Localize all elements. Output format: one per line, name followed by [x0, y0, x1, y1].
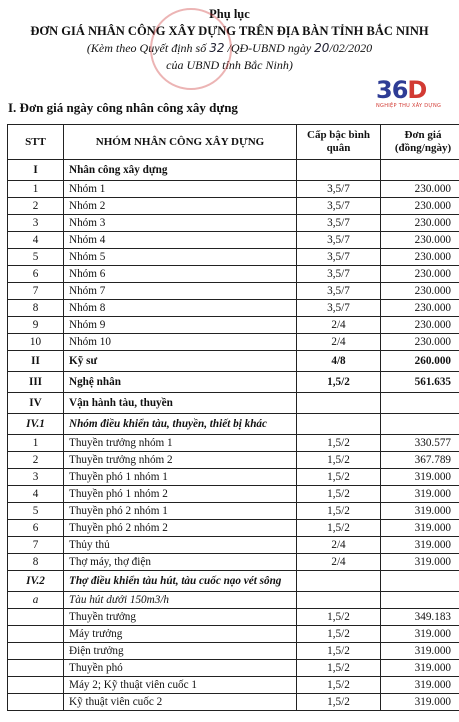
cell-grade: 3,5/7: [297, 283, 381, 300]
logo-mark: 36D: [376, 76, 427, 104]
cell-stt: 2: [8, 198, 64, 215]
table-row: [8, 469, 459, 486]
cell-name: Thuyền phó 1 nhóm 2: [64, 486, 297, 503]
header-grade: Cấp bậc bình quân: [297, 125, 381, 160]
cell-name: Máy trưởng: [64, 626, 297, 643]
official-stamp: [150, 8, 232, 90]
table-row: [8, 609, 459, 626]
table-row: [8, 249, 459, 266]
cell-stt: 5: [8, 503, 64, 520]
cell-grade: 1,5/2: [297, 626, 381, 643]
cell-name: Thuyền phó 2 nhóm 2: [64, 520, 297, 537]
cell-price: 319.000: [381, 626, 459, 643]
cell-stt: 7: [8, 283, 64, 300]
cell-grade: 1,5/2: [297, 660, 381, 677]
cell-name: Nhóm 8: [64, 300, 297, 317]
cell-stt: 4: [8, 232, 64, 249]
cell-grade: [297, 571, 381, 592]
cell-price: 230.000: [381, 232, 459, 249]
cell-stt: [8, 626, 64, 643]
cell-stt: 6: [8, 520, 64, 537]
cell-stt: 1: [8, 435, 64, 452]
cell-name: Thủy thủ: [64, 537, 297, 554]
issuer-line: của UBND tỉnh Bắc Ninh): [166, 58, 293, 72]
cell-grade: 2/4: [297, 554, 381, 571]
table-row: [8, 571, 459, 592]
cell-name: Thợ điều khiển tàu hút, tàu cuốc nạo vét sông: [64, 571, 297, 592]
table-row: [8, 414, 459, 435]
cell-price: 230.000: [381, 215, 459, 232]
cell-grade: 3,5/7: [297, 215, 381, 232]
cell-stt: I: [8, 160, 64, 181]
cell-name: Thuyền trưởng: [64, 609, 297, 626]
table-row: [8, 215, 459, 232]
cell-stt: [8, 643, 64, 660]
cell-stt: [8, 660, 64, 677]
cell-price: [381, 393, 459, 414]
cell-name: Nhóm 6: [64, 266, 297, 283]
cell-grade: 1,5/2: [297, 486, 381, 503]
cell-stt: 3: [8, 215, 64, 232]
cell-price: 260.000: [381, 351, 459, 372]
cell-stt: 5: [8, 249, 64, 266]
cell-grade: 1,5/2: [297, 452, 381, 469]
cell-price: [381, 592, 459, 609]
cell-stt: IV.1: [8, 414, 64, 435]
cell-name: Nhóm 4: [64, 232, 297, 249]
cell-name: Nghệ nhân: [64, 372, 297, 393]
header-price: Đơn giá (đồng/ngày): [381, 125, 459, 160]
decision-date: /02/2020: [329, 41, 373, 55]
cell-name: Kỹ thuật viên cuốc 2: [64, 694, 297, 711]
logo-tagline: NGHIỆP THU XÂY DỰNG: [376, 103, 442, 109]
table-row: [8, 232, 459, 249]
cell-price: 319.000: [381, 554, 459, 571]
cell-grade: 1,5/2: [297, 372, 381, 393]
cell-name: Nhóm 10: [64, 334, 297, 351]
decision-day: 20: [314, 41, 330, 55]
cell-grade: 1,5/2: [297, 677, 381, 694]
table-row: [8, 181, 459, 198]
cell-stt: III: [8, 372, 64, 393]
cell-grade: 1,5/2: [297, 503, 381, 520]
cell-price: 230.000: [381, 334, 459, 351]
table-row: [8, 283, 459, 300]
cell-name: Tàu hút dưới 150m3/h: [64, 592, 297, 609]
table-row: [8, 554, 459, 571]
section-title: I. Đơn giá ngày công nhân công xây dựng: [8, 100, 238, 115]
cell-name: Vận hành tàu, thuyền: [64, 393, 297, 414]
cell-grade: [297, 414, 381, 435]
cell-stt: 8: [8, 554, 64, 571]
cell-name: Thuyền trưởng nhóm 1: [64, 435, 297, 452]
table-row: [8, 694, 459, 711]
table-row: [8, 372, 459, 393]
cell-grade: [297, 160, 381, 181]
cell-name: Nhân công xây dựng: [64, 160, 297, 181]
cell-stt: 3: [8, 469, 64, 486]
cell-price: 319.000: [381, 660, 459, 677]
cell-price: 230.000: [381, 300, 459, 317]
table-row: [8, 626, 459, 643]
cell-name: Thuyền phó 2 nhóm 1: [64, 503, 297, 520]
table-row: [8, 537, 459, 554]
cell-grade: 3,5/7: [297, 198, 381, 215]
cell-price: 561.635: [381, 372, 459, 393]
decision-prefix: (Kèm theo Quyết định số: [86, 41, 207, 55]
cell-name: Nhóm 2: [64, 198, 297, 215]
cell-grade: 2/4: [297, 537, 381, 554]
cell-grade: 3,5/7: [297, 249, 381, 266]
cell-grade: 3,5/7: [297, 266, 381, 283]
table-row: [8, 592, 459, 609]
cell-grade: [297, 592, 381, 609]
cell-grade: 1,5/2: [297, 643, 381, 660]
cell-grade: 4/8: [297, 351, 381, 372]
cell-price: [381, 571, 459, 592]
cell-name: Nhóm 7: [64, 283, 297, 300]
header-name: NHÓM NHÂN CÔNG XÂY DỰNG: [64, 125, 297, 160]
table-row: [8, 503, 459, 520]
brand-logo: [376, 78, 448, 112]
cell-grade: 1,5/2: [297, 609, 381, 626]
table-row: [8, 660, 459, 677]
cell-price: 349.183: [381, 609, 459, 626]
table-row: [8, 452, 459, 469]
cell-price: 319.000: [381, 677, 459, 694]
table-row: [8, 198, 459, 215]
cell-name: Nhóm 3: [64, 215, 297, 232]
cell-grade: 3,5/7: [297, 232, 381, 249]
cell-stt: 2: [8, 452, 64, 469]
cell-price: 319.000: [381, 469, 459, 486]
cell-price: [381, 414, 459, 435]
table-row: [8, 266, 459, 283]
decision-number: 32: [209, 41, 225, 55]
header-stt: STT: [8, 125, 64, 160]
table-row: [8, 435, 459, 452]
cell-price: 319.000: [381, 520, 459, 537]
cell-stt: [8, 677, 64, 694]
table-row: [8, 300, 459, 317]
cell-price: 230.000: [381, 198, 459, 215]
cell-grade: 3,5/7: [297, 181, 381, 198]
table-row: [8, 486, 459, 503]
cell-stt: [8, 609, 64, 626]
table-row: [8, 317, 459, 334]
table-row: [8, 643, 459, 660]
cell-price: 230.000: [381, 181, 459, 198]
cell-stt: 1: [8, 181, 64, 198]
cell-price: [381, 160, 459, 181]
table-row: [8, 334, 459, 351]
cell-name: Thuyền phó 1 nhóm 1: [64, 469, 297, 486]
cell-stt: 6: [8, 266, 64, 283]
cell-grade: 1,5/2: [297, 520, 381, 537]
cell-name: Nhóm 9: [64, 317, 297, 334]
wage-table: [7, 124, 459, 711]
cell-price: 330.577: [381, 435, 459, 452]
table-body: [8, 160, 459, 711]
cell-name: Thuyền trưởng nhóm 2: [64, 452, 297, 469]
table-row: [8, 677, 459, 694]
cell-name: Điện trưởng: [64, 643, 297, 660]
table-header-row: [8, 125, 459, 160]
cell-grade: 1,5/2: [297, 694, 381, 711]
cell-grade: 2/4: [297, 317, 381, 334]
cell-stt: 4: [8, 486, 64, 503]
cell-stt: 7: [8, 537, 64, 554]
cell-name: Kỹ sư: [64, 351, 297, 372]
cell-grade: 2/4: [297, 334, 381, 351]
table-row: [8, 351, 459, 372]
cell-name: Nhóm 5: [64, 249, 297, 266]
cell-name: Máy 2; Kỹ thuật viên cuốc 1: [64, 677, 297, 694]
cell-stt: 8: [8, 300, 64, 317]
cell-grade: 1,5/2: [297, 435, 381, 452]
cell-name: Nhóm điều khiển tàu, thuyền, thiết bị khác: [64, 414, 297, 435]
cell-price: 230.000: [381, 317, 459, 334]
table-row: [8, 393, 459, 414]
cell-stt: 10: [8, 334, 64, 351]
cell-grade: [297, 393, 381, 414]
cell-grade: 1,5/2: [297, 469, 381, 486]
cell-stt: a: [8, 592, 64, 609]
cell-name: Thuyền phó: [64, 660, 297, 677]
table-row: [8, 520, 459, 537]
cell-stt: 9: [8, 317, 64, 334]
cell-price: 319.000: [381, 503, 459, 520]
cell-price: 319.000: [381, 694, 459, 711]
cell-price: 230.000: [381, 283, 459, 300]
cell-stt: II: [8, 351, 64, 372]
cell-price: 319.000: [381, 537, 459, 554]
cell-stt: [8, 694, 64, 711]
cell-name: Nhóm 1: [64, 181, 297, 198]
appendix-label: Phụ lục: [209, 7, 250, 21]
table-row: [8, 160, 459, 181]
cell-price: 319.000: [381, 643, 459, 660]
cell-price: 230.000: [381, 266, 459, 283]
document-title: ĐƠN GIÁ NHÂN CÔNG XÂY DỰNG TRÊN ĐỊA BÀN TỈNH BẮC NINH: [30, 24, 429, 38]
cell-stt: IV: [8, 393, 64, 414]
cell-price: 319.000: [381, 486, 459, 503]
cell-price: 367.789: [381, 452, 459, 469]
cell-price: 230.000: [381, 249, 459, 266]
decision-mid: /QĐ-UBND ngày: [227, 41, 312, 55]
cell-name: Thợ máy, thợ điện: [64, 554, 297, 571]
cell-grade: 3,5/7: [297, 300, 381, 317]
cell-stt: IV.2: [8, 571, 64, 592]
